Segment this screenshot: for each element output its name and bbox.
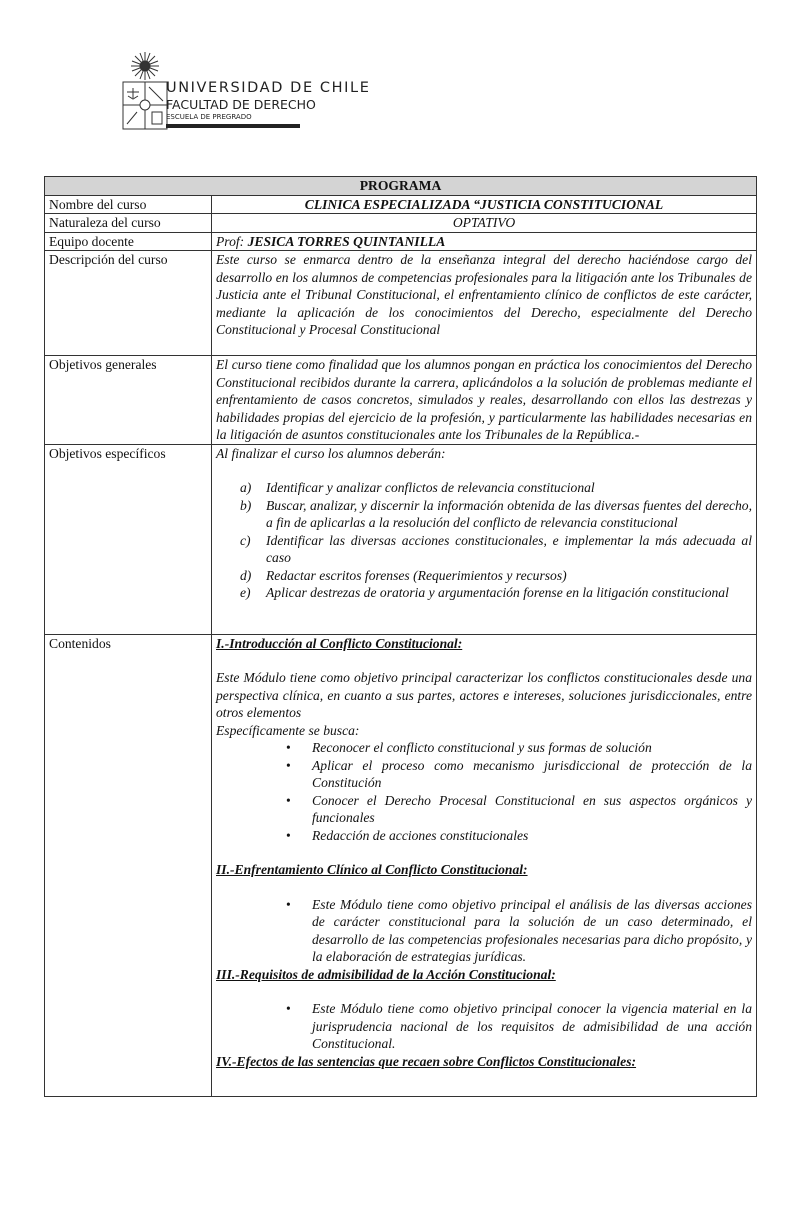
course-name: CLINICA ESPECIALIZADA “JUSTICIA CONSTITUCIONAL <box>212 195 757 214</box>
prof-prefix: Prof: <box>216 233 248 249</box>
list-item: • Conocer el Derecho Procesal Constitucional en sus aspectos orgánicos y funcionales <box>312 792 752 827</box>
list-item: • Reconocer el conflicto constitucional y sus formas de solución <box>312 739 752 757</box>
module-2-list <box>216 896 752 966</box>
course-type: OPTATIVO <box>212 214 757 233</box>
list-item: d) Redactar escritos forenses (Requerimientos y recursos) <box>240 567 567 583</box>
row-label: Equipo docente <box>45 232 212 251</box>
list-item: • Redacción de acciones constitucionales <box>312 827 752 845</box>
description-text: Este curso se enmarca dentro de la enseñanza integral del derecho haciéndose cargo del desarrollo en los alumnos de competencias profesionales para la litigación ante los Tribunales de Justicia ante el Tribunal Constitucional, el enfrentamiento clínico de conflictos de este carácter, mediante la aplicación de los conocimientos del Derecho, especialmente del Derecho Constitucional y Procesal Constitucional <box>212 251 757 356</box>
row-label: Contenidos <box>45 634 212 1096</box>
module-4-title: IV.-Efectos de las sentencias que recaen sobre Conflictos Constitucionales: <box>216 1053 637 1069</box>
specific-objectives-list <box>216 479 752 602</box>
specific-intro: Al finalizar el curso los alumnos deberán: <box>216 445 446 461</box>
module-1-title: I.-Introducción al Conflicto Constitucional: <box>216 635 463 651</box>
table-row <box>45 356 757 445</box>
program-table <box>44 176 757 1097</box>
module-1-sub: Específicamente se busca: <box>216 722 360 738</box>
list-item: a) Identificar y analizar conflictos de relevancia constitucional <box>240 480 595 495</box>
university-name: UNIVERSIDAD DE CHILE <box>166 80 371 96</box>
school-name: ESCUELA DE PREGRADO <box>166 113 252 121</box>
list-item: • Este Módulo tiene como objetivo principal conocer la vigencia material en la jurisprudencia nacional de los requisitos de admisibilidad de una acción Constitucional. <box>312 1000 752 1053</box>
table-row <box>45 232 757 251</box>
table-row <box>45 251 757 356</box>
table-title: PROGRAMA <box>45 177 757 196</box>
row-label: Objetivos generales <box>45 356 212 445</box>
row-label: Nombre del curso <box>45 195 212 214</box>
module-3-list <box>216 1000 752 1053</box>
faculty-name: FACULTAD DE DERECHO <box>166 97 316 112</box>
professor-name: JESICA TORRES QUINTANILLA <box>247 233 446 249</box>
list-item: c) Identificar las diversas acciones constitucionales, e implementar la más adecuada al caso <box>240 532 752 565</box>
list-item: b) Buscar, analizar, y discernir la información obtenida de las diversas fuentes del derecho, a fin de aplicarlas a la resolución del conflicto de relevancia constitucional <box>240 497 752 530</box>
header-rule <box>166 124 300 128</box>
table-row <box>45 195 757 214</box>
table-row <box>45 444 757 634</box>
table-row <box>45 634 757 1096</box>
module-3-title: III.-Requisitos de admisibilidad de la Acción Constitucional: <box>216 966 556 982</box>
table-row <box>45 214 757 233</box>
list-item: e) Aplicar destrezas de oratoria y argumentación forense en la litigación constitucional <box>240 585 729 600</box>
list-item: • Este Módulo tiene como objetivo principal el análisis de las diversas acciones de carácter constitucional para la solución de un caso determinado, el desarrollo de las competencias profesionales necesarias para dicho propósito, y la elaboración de estrategias jurídicas. <box>312 896 752 966</box>
module-1-text: Este Módulo tiene como objetivo principal caracterizar los conflictos constitucionales desde una perspectiva clínica, en cuanto a sus partes, actores e intereses, soluciones jurisdiccionales, entre otros elementos <box>216 670 752 720</box>
list-item: • Aplicar el proceso como mecanismo jurisdiccional de protección de la Constitución <box>312 757 752 792</box>
general-objectives-text: El curso tiene como finalidad que los alumnos pongan en práctica los conocimientos del Derecho Constitucional recibidos durante la carrera, aplicándolos a la solución de problemas mediante el enfrentamiento de casos concretos, simulados y reales, desarrollando con ellos las destrezas y habilidades propias del ejercicio de la profesión, y particularmente las habilidades necesarias en la litigación de asuntos constitucionales ante los Tribunales de la República.- <box>212 356 757 445</box>
row-label: Objetivos específicos <box>45 444 212 634</box>
row-label: Descripción del curso <box>45 251 212 356</box>
module-1-list <box>216 739 752 844</box>
row-label: Naturaleza del curso <box>45 214 212 233</box>
module-2-title: II.-Enfrentamiento Clínico al Conflicto Constitucional: <box>216 862 528 877</box>
